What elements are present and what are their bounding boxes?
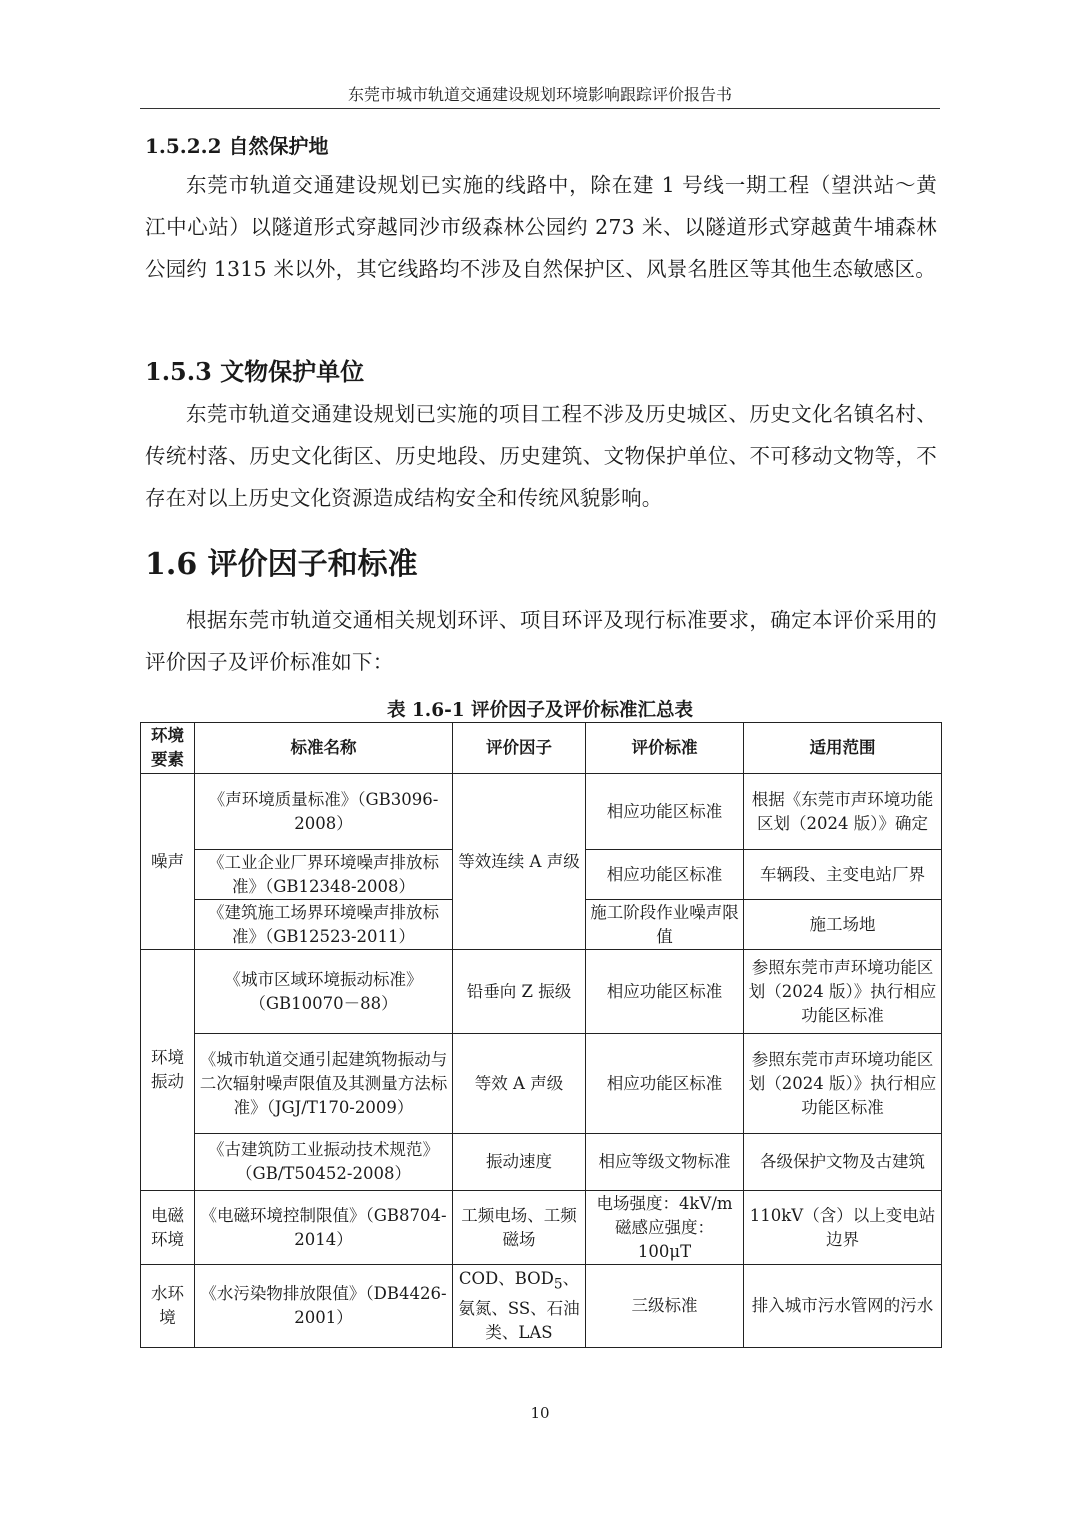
table-row	[141, 1034, 942, 1134]
scope-cell: 施工场地	[744, 900, 942, 950]
factor-text-part: COD、BOD	[458, 1269, 554, 1289]
page-number: 10	[530, 1404, 550, 1422]
scope-cell: 参照东莞市声环境功能区划（2024 版）》执行相应功能区标准	[744, 1034, 942, 1134]
factor-cell: 铅垂向 Z 振级	[453, 950, 586, 1034]
standard-cell: 相应功能区标准	[586, 1034, 744, 1134]
table-caption: 表 1.6-1 评价因子及评价标准汇总表	[386, 700, 694, 721]
factor-cell: 等效 A 声级	[453, 1034, 586, 1134]
section-heading-1-6: 1.6 评价因子和标准	[145, 547, 418, 582]
standard-name-cell: 《建筑施工场界环境噪声排放标准》（GB12523-2011）	[195, 900, 453, 950]
standard-name-cell: 《城市区域环境振动标准》（GB10070－88）	[195, 950, 453, 1034]
header-cell-factor: 评价因子	[453, 723, 586, 774]
standard-cell: 三级标准	[586, 1265, 744, 1348]
factor-cell: 工频电场、工频磁场	[453, 1191, 586, 1265]
section-paragraph-1-5-3: 东莞市轨道交通建设规划已实施的项目工程不涉及历史城区、历史文化名镇名村、传统村落、历史文化街区、历史地段、历史建筑、文物保护单位、不可移动文物等，不存在对以上历史文化资源造成结构安全和传统风貌影响。	[145, 402, 937, 510]
element-cell-em: 电磁环境	[141, 1191, 195, 1265]
factor-cell	[453, 1265, 586, 1348]
table-row	[141, 1265, 942, 1348]
section-paragraph-1-5-2-2: 东莞市轨道交通建设规划已实施的线路中，除在建 1 号线一期工程（望洪站～黄江中心站）以隧道形式穿越同沙市级森林公园约 273 米、以隧道形式穿越黄牛埔森林公园约 1315 米以外，其它线路均不涉及自然保护区、风景名胜区等其他生态敏感区。	[145, 173, 937, 281]
standard-cell: 相应功能区标准	[586, 774, 744, 850]
standard-cell: 施工阶段作业噪声限值	[586, 900, 744, 950]
table-row	[141, 1191, 942, 1265]
factor-subscript: 5	[553, 1276, 563, 1293]
table-row	[141, 950, 942, 1034]
header-cell-standard-name: 标准名称	[195, 723, 453, 774]
element-cell-water: 水环境	[141, 1265, 195, 1348]
element-cell-noise: 噪声	[141, 774, 195, 950]
standard-name-cell: 《水污染物排放限值》（DB4426-2001）	[195, 1265, 453, 1348]
standard-name-cell: 《古建筑防工业振动技术规范》（GB/T50452-2008）	[195, 1134, 453, 1191]
standard-name-cell: 《城市轨道交通引起建筑物振动与二次辐射噪声限值及其测量方法标准》（JGJ/T170-2009）	[195, 1034, 453, 1134]
scope-cell: 根据《东莞市声环境功能区划（2024 版）》确定	[744, 774, 942, 850]
header-divider	[140, 108, 940, 109]
table-header-row	[141, 723, 942, 774]
standard-name-cell: 《电磁环境控制限值》（GB8704-2014）	[195, 1191, 453, 1265]
standard-cell: 相应功能区标准	[586, 850, 744, 900]
table-row	[141, 774, 942, 850]
header-cell-standard: 评价标准	[586, 723, 744, 774]
standard-name-cell: 《工业企业厂界环境噪声排放标准》（GB12348-2008）	[195, 850, 453, 900]
section-heading-1-5-2-2: 1.5.2.2 自然保护地	[145, 134, 329, 158]
scope-cell: 各级保护文物及古建筑	[744, 1134, 942, 1191]
factor-text-part: 、氨氮、SS、石油类、LAS	[458, 1269, 580, 1342]
header-cell-element: 环境要素	[141, 723, 195, 774]
evaluation-standards-table	[140, 722, 942, 1348]
section-paragraph-1-6: 根据东莞市轨道交通相关规划环评、项目环评及现行标准要求，确定本评价采用的评价因子及评价标准如下：	[145, 608, 937, 674]
header-cell-scope: 适用范围	[744, 723, 942, 774]
document-header-title: 东莞市城市轨道交通建设规划环境影响跟踪评价报告书	[347, 85, 732, 104]
standard-cell: 电场强度：4kV/m 磁感应强度：100μT	[586, 1191, 744, 1265]
standard-cell: 相应功能区标准	[586, 950, 744, 1034]
standard-name-cell: 《声环境质量标准》（GB3096-2008）	[195, 774, 453, 850]
element-cell-vibration: 环境振动	[141, 950, 195, 1191]
standard-cell: 相应等级文物标准	[586, 1134, 744, 1191]
scope-cell: 110kV（含）以上变电站边界	[744, 1191, 942, 1265]
scope-cell: 参照东莞市声环境功能区划（2024 版）》执行相应功能区标准	[744, 950, 942, 1034]
scope-cell: 排入城市污水管网的污水	[744, 1265, 942, 1348]
section-heading-1-5-3: 1.5.3 文物保护单位	[145, 357, 365, 386]
table-row	[141, 1134, 942, 1191]
factor-cell: 等效连续 A 声级	[453, 774, 586, 950]
factor-cell: 振动速度	[453, 1134, 586, 1191]
scope-cell: 车辆段、主变电站厂界	[744, 850, 942, 900]
